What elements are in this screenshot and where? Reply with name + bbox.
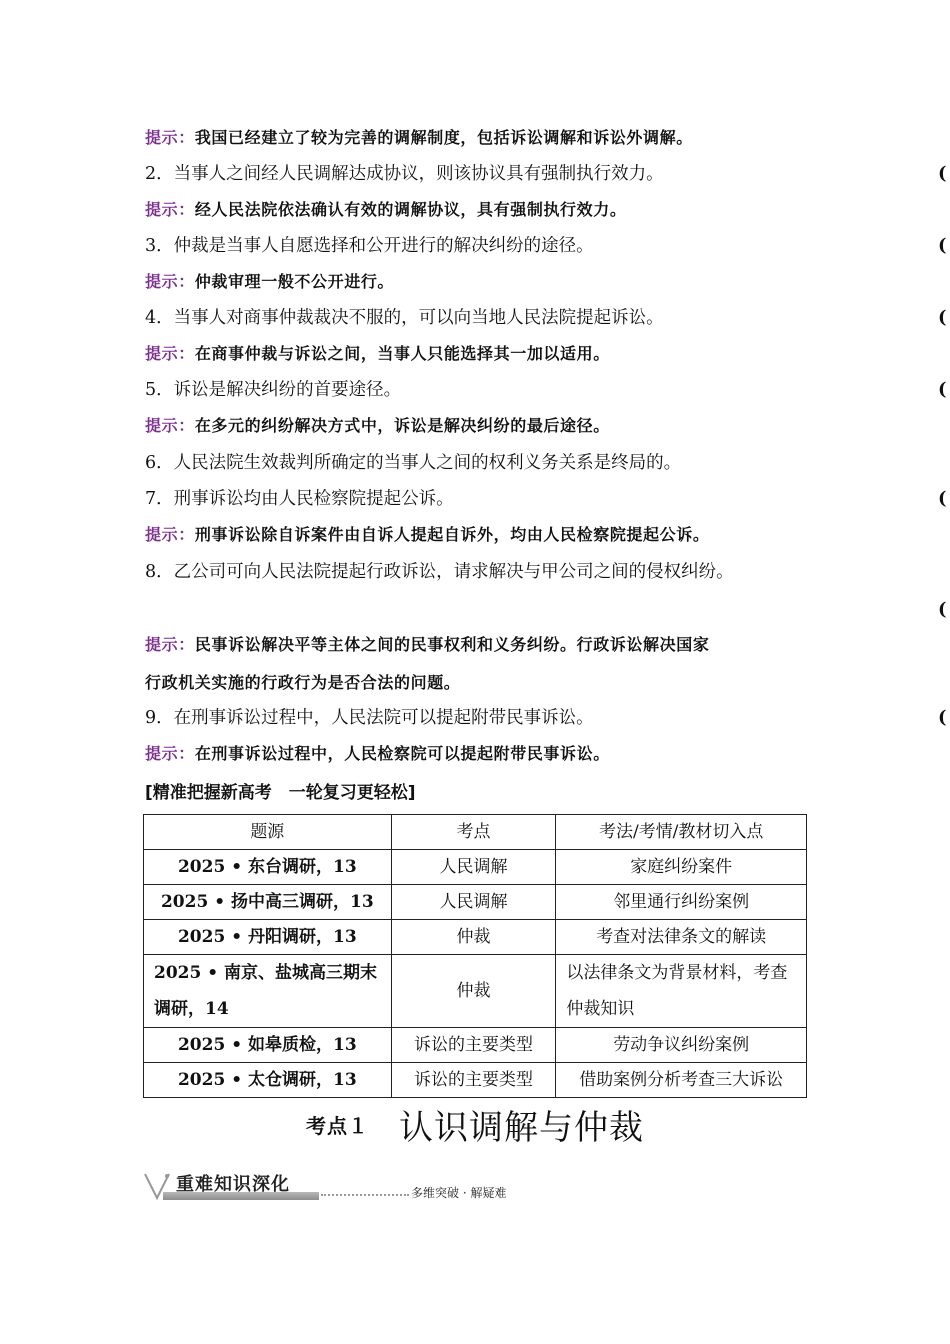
hint-line xyxy=(145,413,610,439)
header-source: 题源 xyxy=(144,815,392,850)
table-row xyxy=(144,850,807,885)
hint-text: 刑事诉讼除自诉案件由自诉人提起自诉外，均由人民检察院提起公诉。 xyxy=(194,525,710,544)
hint-label: 提示： xyxy=(145,744,195,763)
hint-label: 提示： xyxy=(145,416,195,435)
cell-angle: 借助案例分析考查三大诉讼 xyxy=(556,1063,807,1098)
cell-source: 2025 • 东台调研，13 xyxy=(144,850,392,885)
banner-dots xyxy=(321,1194,409,1196)
table-row xyxy=(144,1028,807,1063)
hint-label: 提示： xyxy=(145,525,195,544)
hint-text: 在商事仲裁与诉讼之间，当事人只能选择其一加以适用。 xyxy=(194,344,610,363)
exam-source-table xyxy=(143,814,807,1098)
question-line: 9．在刑事诉讼过程中，人民法院可以提起附带民事诉讼。 xyxy=(145,708,594,728)
hint-text: 仲裁审理一般不公开进行。 xyxy=(194,272,395,291)
table-row xyxy=(144,1063,807,1098)
cell-angle: 家庭纠纷案件 xyxy=(556,850,807,885)
question-line: 4．当事人对商事仲裁裁决不服的，可以向当地人民法院提起诉讼。 xyxy=(145,308,664,328)
cell-point: 人民调解 xyxy=(391,850,556,885)
cell-point: 仲裁 xyxy=(391,955,556,1028)
banner-subtitle: 多维突破 · 解疑难 xyxy=(411,1186,507,1200)
cell-point: 仲裁 xyxy=(391,920,556,955)
table-header-row xyxy=(144,815,807,850)
cell-angle: 考查对法律条文的解读 xyxy=(556,920,807,955)
kaodian-title xyxy=(0,1100,950,1149)
cell-angle: 以法律条文为背景材料，考查仲裁知识 xyxy=(556,955,807,1028)
cell-source: 2025 • 如皋质检，13 xyxy=(144,1028,392,1063)
answer-paren: ( xyxy=(938,307,947,328)
kaodian-name: 认识调解与仲裁 xyxy=(399,1108,644,1148)
hint-label: 提示： xyxy=(145,344,195,363)
hint-label: 提示： xyxy=(145,635,195,654)
cell-point: 诉讼的主要类型 xyxy=(391,1063,556,1098)
header-point: 考点 xyxy=(391,815,556,850)
hint-line xyxy=(145,741,610,767)
question-line: 2．当事人之间经人民调解达成协议，则该协议具有强制执行效力。 xyxy=(145,164,664,184)
cell-angle: 邻里通行纠纷案例 xyxy=(556,885,807,920)
hint-line xyxy=(145,269,394,295)
cell-point: 诉讼的主要类型 xyxy=(391,1028,556,1063)
table-row xyxy=(144,920,807,955)
cell-source: 2025 • 南京、盐城高三期末调研，14 xyxy=(144,955,392,1028)
banner-title: 重难知识深化 xyxy=(176,1174,290,1195)
question-line: 7．刑事诉讼均由人民检察院提起公诉。 xyxy=(145,489,454,509)
table-row xyxy=(144,955,807,1028)
hint-line xyxy=(145,632,709,658)
hint-line xyxy=(145,341,610,367)
section-banner xyxy=(143,1166,563,1206)
question-line: 8．乙公司可向人民法院提起行政诉讼，请求解决与甲公司之间的侵权纠纷。 xyxy=(145,562,734,582)
hint-text: 我国已经建立了较为完善的调解制度，包括诉讼调解和诉讼外调解。 xyxy=(194,128,693,147)
hint-text: 在多元的纠纷解决方式中，诉讼是解决纠纷的最后途径。 xyxy=(194,416,610,435)
question-line: 3．仲裁是当事人自愿选择和公开进行的解决纠纷的途径。 xyxy=(145,236,594,256)
hint-label: 提示： xyxy=(145,128,195,147)
hint-text: 在刑事诉讼过程中，人民检察院可以提起附带民事诉讼。 xyxy=(194,744,610,763)
hint-label: 提示： xyxy=(145,272,195,291)
section-heading: [精准把握新高考 一轮复习更轻松] xyxy=(145,783,416,803)
cell-point: 人民调解 xyxy=(391,885,556,920)
hint-text: 民事诉讼解决平等主体之间的民事权利和义务纠纷。行政诉讼解决国家 xyxy=(194,635,710,654)
hint-line xyxy=(145,125,693,151)
cell-source: 2025 • 太仓调研，13 xyxy=(144,1063,392,1098)
answer-paren: ( xyxy=(938,488,947,509)
answer-paren: ( xyxy=(938,599,947,620)
hint-text: 经人民法院依法确认有效的调解协议，具有强制执行效力。 xyxy=(194,200,627,219)
question-line: 5．诉讼是解决纠纷的首要途径。 xyxy=(145,380,402,400)
answer-paren: ( xyxy=(938,163,947,184)
hint-line xyxy=(145,197,626,223)
table-row xyxy=(144,885,807,920)
cell-angle: 劳动争议纠纷案例 xyxy=(556,1028,807,1063)
hint-continuation: 行政机关实施的行政行为是否合法的问题。 xyxy=(145,673,461,692)
answer-paren: ( xyxy=(938,235,947,256)
question-line: 6．人民法院生效裁判所确定的当事人之间的权利义务关系是终局的。 xyxy=(145,453,682,473)
kaodian-label: 考点１ xyxy=(306,1114,369,1138)
answer-paren: ( xyxy=(938,379,947,400)
header-angle: 考法/考情/教材切入点 xyxy=(556,815,807,850)
answer-paren: ( xyxy=(938,707,947,728)
hint-label: 提示： xyxy=(145,200,195,219)
cell-source: 2025 • 扬中高三调研，13 xyxy=(144,885,392,920)
hint-line xyxy=(145,522,709,548)
cell-source: 2025 • 丹阳调研，13 xyxy=(144,920,392,955)
